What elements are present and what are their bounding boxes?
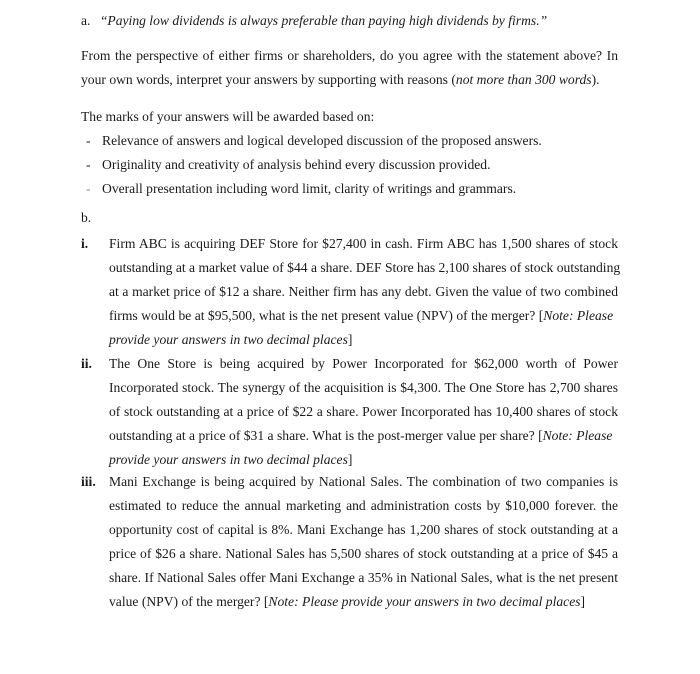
question-iii-line-3: opportunity cost of capital is 8%. Mani Exchange has 1,200 shares of stock outstanding at a <box>109 522 618 537</box>
criteria-bullet: - <box>86 133 91 148</box>
question-number-ii: ii. <box>81 356 92 371</box>
question-iii-line-1: Mani Exchange is being acquired by National Sales. The combination of two companies is <box>109 474 618 489</box>
criteria-item-originality: Originality and creativity of analysis behind every discussion provided. <box>102 157 491 172</box>
criteria-bullet: - <box>86 157 91 172</box>
question-iii-line-4: price of $26 a share. National Sales has 5,500 shares of stock outstanding at a price of $45 a <box>109 546 618 561</box>
question-number-i: i. <box>81 236 89 251</box>
question-i-line-3: at a market price of $12 a share. Neither firm has any debt. Given the value of two combined <box>109 284 618 299</box>
section-b-label: b. <box>81 210 92 225</box>
question-i-line-1: Firm ABC is acquiring DEF Store for $27,400 in cash. Firm ABC has 1,500 shares of stock <box>109 236 618 251</box>
criteria-item-presentation: Overall presentation including word limit, clarity of writings and grammars. <box>102 181 517 196</box>
question-i-line-4: firms would be at $95,500, what is the net present value (NPV) of the merger? [Note: Please <box>109 308 614 323</box>
question-line-1: From the perspective of either firms or shareholders, do you agree with the statement above? In <box>81 48 618 63</box>
question-line-2: your own words, interpret your answers by supporting with reasons (not more than 300 words). <box>81 72 600 87</box>
marks-intro: The marks of your answers will be awarded based on: <box>81 109 375 124</box>
question-ii-line-3: of stock outstanding at a price of $22 a share. Power Incorporated has 10,400 shares of stock <box>109 404 618 419</box>
question-ii-note: provide your answers in two decimal places] <box>109 452 353 467</box>
question-iii-line-6: value (NPV) of the merger? [Note: Please provide your answers in two decimal places] <box>109 594 586 609</box>
word-limit: not more than 300 words <box>455 72 592 87</box>
question-i-line-2: outstanding at a market value of $44 a share. DEF Store has 2,100 shares of stock outstanding <box>109 260 621 275</box>
question-ii-line-1: The One Store is being acquired by Power Incorporated for $62,000 worth of Power <box>109 356 618 371</box>
question-i-note: provide your answers in two decimal places] <box>109 332 353 347</box>
criteria-item-relevance: Relevance of answers and logical developed discussion of the proposed answers. <box>102 133 542 148</box>
question-number-iii: iii. <box>81 474 96 489</box>
question-iii-line-5: share. If National Sales offer Mani Exchange a 35% in National Sales, what is the net present <box>109 570 618 585</box>
question-ii-line-2: Incorporated stock. The synergy of the acquisition is $4,300. The One Store has 2,700 shares <box>109 380 618 395</box>
section-a-heading <box>81 13 547 29</box>
question-ii-line-4: outstanding at a price of $31 a share. What is the post-merger value per share? [Note: Please <box>109 428 613 443</box>
section-a-label: a. <box>81 13 91 28</box>
criteria-bullet: - <box>86 181 91 196</box>
question-iii-line-2: estimated to reduce the annual marketing and administration costs by $10,000 forever. the <box>109 498 618 513</box>
section-a-quote: “Paying low dividends is always preferable than paying high dividends by firms.” <box>99 13 548 28</box>
